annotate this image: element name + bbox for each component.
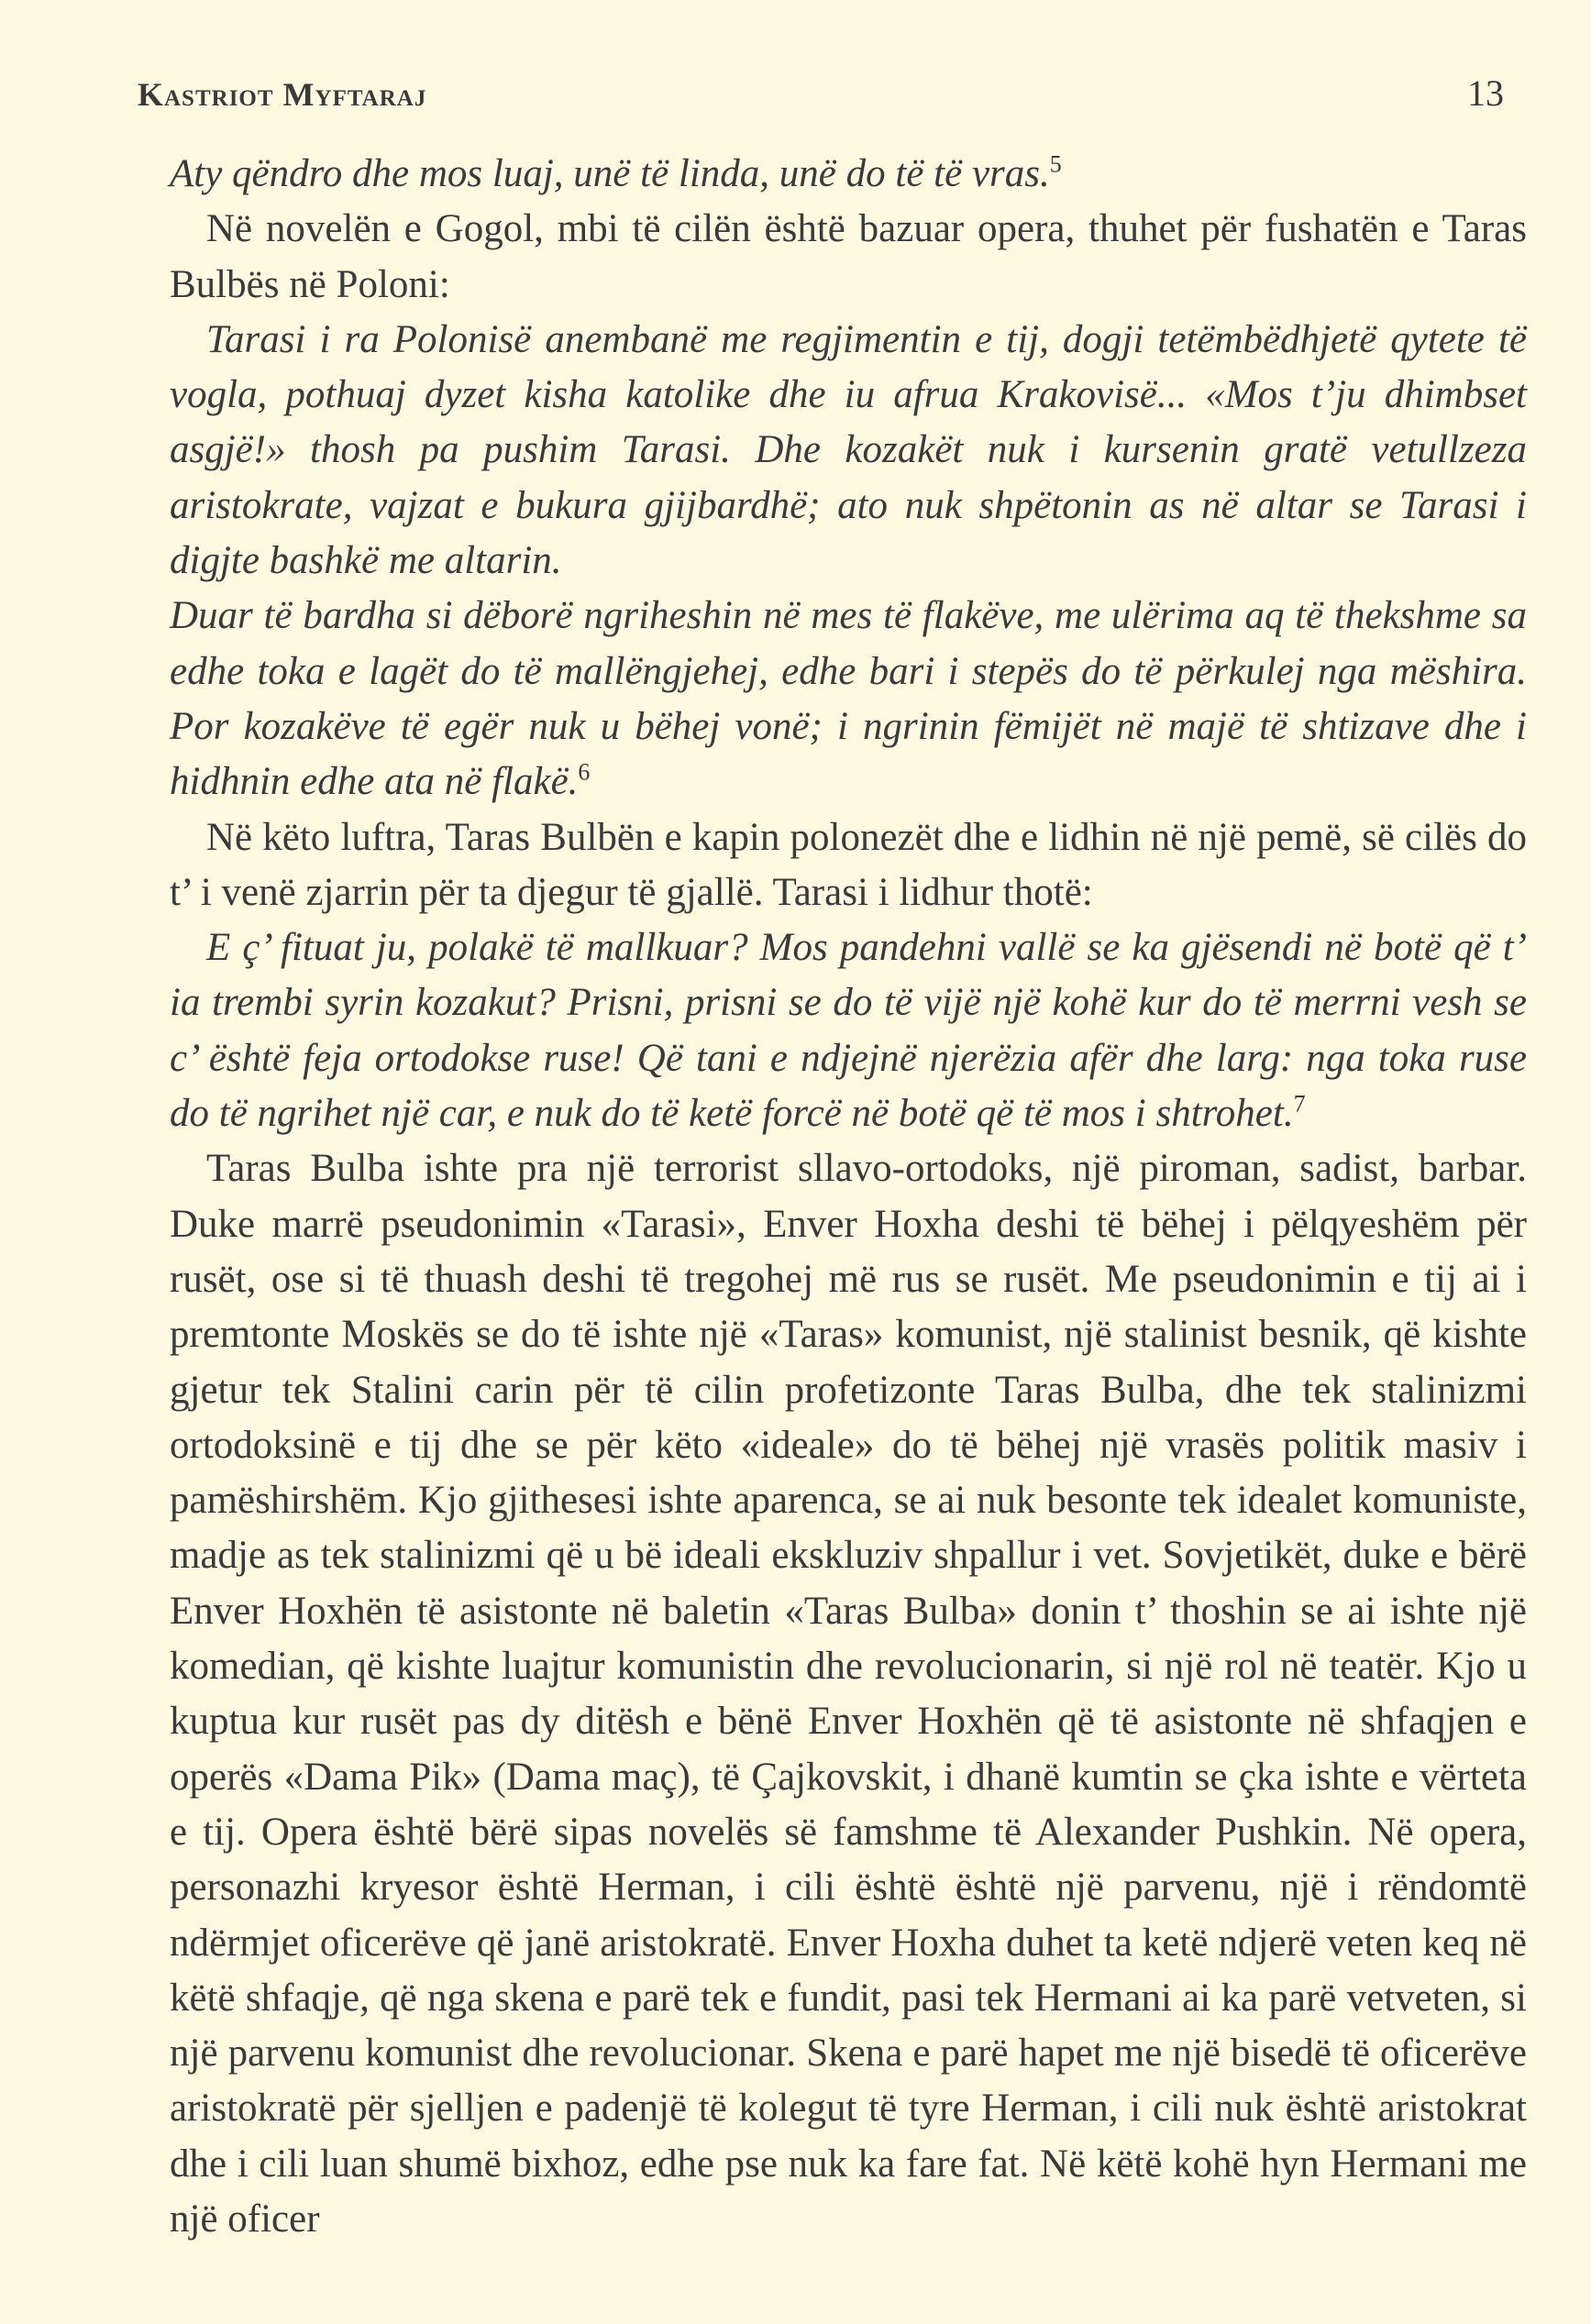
paragraph-text: Tarasi i ra Polonisë anembanë me regjimentin e tij, dogji tetëmbëdhjetë qytete të vogla, pothuaj dyzet kisha katolike dhe iu afrua Krakovisë... «Mos t’ju dhimbset asgjë!» thosh pa pushim Tarasi. Dhe kozakët nuk i kursenin gratë vetullzeza aristokrate, vajzat e bukura gjijbardhë; ato nuk shpëtonin as në altar se Tarasi i digjte bashkë me altarin. — [170, 317, 1527, 583]
quote-paragraph — [170, 147, 1527, 202]
quote-paragraph — [170, 313, 1527, 589]
paragraph — [170, 1141, 1527, 2247]
paragraph-text: Në novelën e Gogol, mbi të cilën është bazuar opera, thuhet për fushatën e Taras Bulbës në Poloni: — [170, 207, 1527, 306]
paragraph — [170, 810, 1527, 921]
paragraph-text: Duar të bardha si dëborë ngriheshin në mes të flakëve, me ulërima aq të thekshme sa edhe toka e lagët do të mallëngjehej, edhe bari i stepës do të përkulej nga mëshira. Por kozakëve të egër nuk u bëhej vonë; i ngrinin fëmijët në majë të shtizave dhe i hidhnin edhe ata në flakë. — [170, 594, 1527, 804]
paragraph-text: Aty qëndro dhe mos luaj, unë të linda, unë do të të vras. — [170, 152, 1050, 195]
quote-paragraph — [170, 589, 1527, 810]
paragraph — [170, 202, 1527, 313]
footnote-marker: 7 — [1293, 1090, 1306, 1118]
running-header-author: Kastriot Myftaraj — [138, 76, 427, 113]
footnote-marker: 6 — [578, 758, 591, 786]
page-number: 13 — [1467, 72, 1504, 114]
paragraph-text: Në këto luftra, Taras Bulbën e kapin polonezët dhe e lidhin në një pemë, së cilës do t’ i venë zjarrin për ta djegur të gjallë. Tarasi i lidhur thotë: — [170, 815, 1527, 914]
paragraph-text: E ç’ fituat ju, polakë të mallkuar? Mos pandehni vallë se ka gjësendi në botë që t’ ia trembi syrin kozakut? Prisni, prisni se do të vijë një kohë kur do të merrni vesh se c’ është feja ortodokse ruse! Që tani e ndjejnë njerëzia afër dhe larg: nga toka ruse do të ngrihet një car, e nuk do të ketë forcë në botë që të mos i shtrohet. — [170, 926, 1527, 1136]
footnote-marker: 5 — [1049, 150, 1062, 178]
body-text — [170, 147, 1527, 2247]
paragraph-text: Taras Bulba ishte pra një terrorist sllavo-ortodoks, një piroman, sadist, barbar. Duke marrë pseudonimin «Tarasi», Enver Hoxha deshi të bëhej i pëlqyeshëm për rusët, ose si të thuash deshi të tregohej më rus se rusët. Me pseudonimin e tij ai i premtonte Moskës se do të ishte një «Taras» komunist, një stalinist besnik, që kishte gjetur tek Stalini carin për të cilin profetizonte Taras Bulba, dhe tek stalinizmi ortodoksinë e tij dhe se për këto «ideale» do të bëhej një vrasës politik masiv i pamëshirshëm. Kjo gjithesesi ishte aparenca, se ai nuk besonte tek idealet komuniste, madje as tek stalinizmi që u bë ideali ekskluziv shpallur i vet. Sovjetikët, duke e bërë Enver Hoxhën të asistonte në baletin «Taras Bulba» donin t’ thoshin se ai ishte një komedian, që kishte luajtur komunistin dhe revolucionarin, si një rol në teatër. Kjo u kuptua kur rusët pas dy ditësh e bënë Enver Hoxhën që të asistonte në shfaqjen e operës «Dama Pik» (Dama maç), të Çajkovskit, i dhanë kumtin se çka ishte e vërteta e tij. Opera është bërë sipas novelës së famshme të Alexander Pushkin. Në opera, personazhi kryesor është Herman, i cili është është një parvenu, një i rëndomtë ndërmjet oficerëve që janë aristokratë. Enver Hoxha duhet ta ketë ndjerë veten keq në këtë shfaqje, që nga skena e parë tek e fundit, pasi tek Hermani ai ka parë vetveten, si një parvenu komunist dhe revolucionar. Skena e parë hapet me një bisedë të oficerëve aristokratë për sjelljen e padenjë të kolegut të tyre Herman, i cili nuk është aristokrat dhe i cili luan shumë bixhoz, edhe pse nuk ka fare fat. Në këtë kohë hyn Hermani me një oficer — [170, 1147, 1527, 2241]
quote-paragraph — [170, 920, 1527, 1141]
